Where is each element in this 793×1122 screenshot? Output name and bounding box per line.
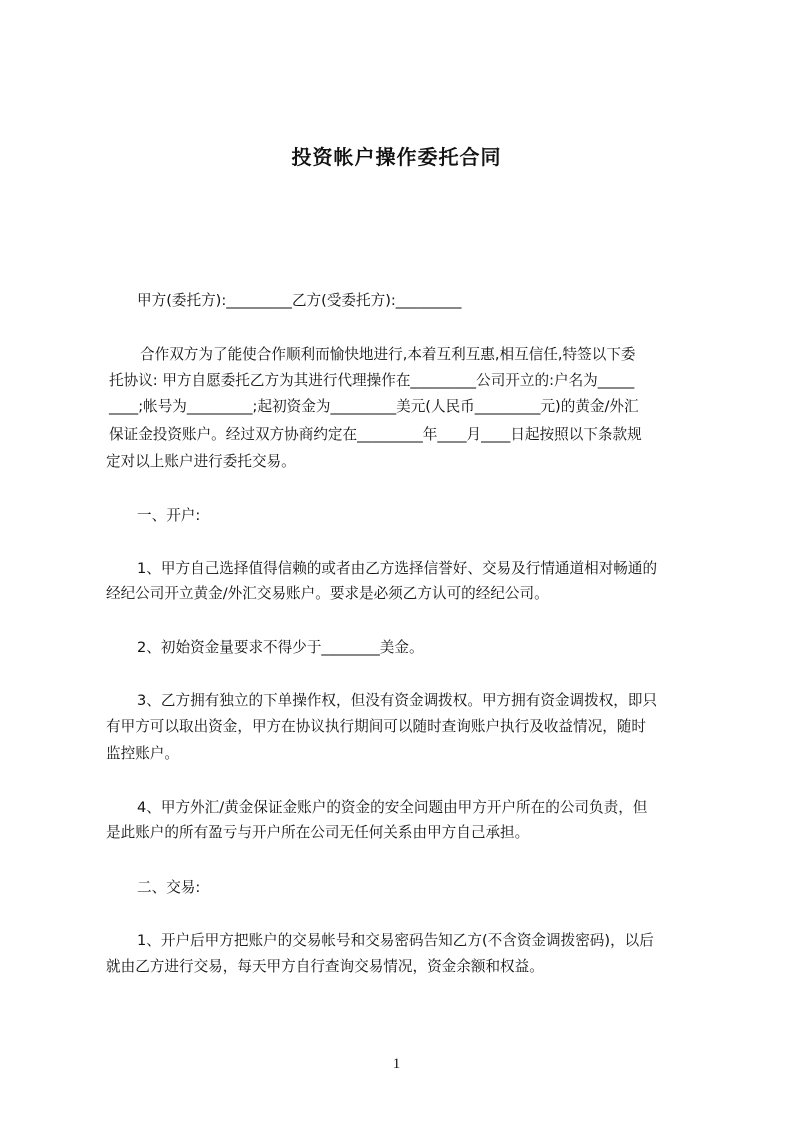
section-1-heading: 一、开户:: [137, 507, 201, 524]
parties-line: 甲方(委托方):_________乙方(受委托方):_________: [137, 292, 462, 309]
s1-item4-line-1: 4、甲方外汇/黄金保证金账户的资金的安全问题由甲方开户所在的公司负责，但: [137, 799, 648, 816]
intro-line-2: 托协议: 甲方自愿委托乙方为其进行代理操作在_________公司开立的:户名为_____: [109, 372, 635, 389]
s1-item1-line-1: 1、甲方自己选择值得信赖的或者由乙方选择信誉好、交易及行情通道相对畅通的: [137, 560, 658, 577]
s1-item4-line-2: 是此账户的所有盈亏与开户所在公司无任何关系由甲方自己承担。: [106, 824, 530, 841]
intro-line-5: 定对以上账户进行委托交易。: [106, 453, 296, 470]
intro-line-4: 保证金投资账户。经过双方协商约定在_________年____月____日起按照以下条款规: [109, 426, 642, 443]
intro-line-1: 合作双方为了能使合作顺利而愉快地进行,本着互利互惠,相互信任,特签以下委: [140, 346, 636, 363]
s1-item1-line-2: 经纪公司开立黄金/外汇交易账户。要求是必须乙方认可的经纪公司。: [106, 585, 549, 602]
s1-item3-line-2: 有甲方可以取出资金，甲方在协议执行期间可以随时查询账户执行及收益情况，随时: [106, 718, 646, 735]
section-2-heading: 二、交易:: [137, 879, 201, 896]
document-title: 投资帐户操作委托合同: [291, 145, 502, 169]
s1-item3-line-3: 监控账户。: [106, 745, 179, 762]
page-number: 1: [392, 1056, 401, 1072]
s2-item1-line-2: 就由乙方进行交易，每天甲方自行查询交易情况，资金余额和权益。: [106, 958, 544, 975]
s1-item3-line-1: 3、乙方拥有独立的下单操作权，但没有资金调拨权。甲方拥有资金调拨权，即只: [137, 692, 658, 709]
intro-line-3: ____;帐号为_________;起初资金为_________美元(人民币_________元)的黄金/外汇: [109, 398, 639, 415]
s2-item1-line-1: 1、开户后甲方把账户的交易帐号和交易密码告知乙方(不含资金调拨密码)，以后: [137, 932, 654, 949]
s1-item2-line: 2、初始资金量要求不得少于________美金。: [137, 639, 424, 656]
